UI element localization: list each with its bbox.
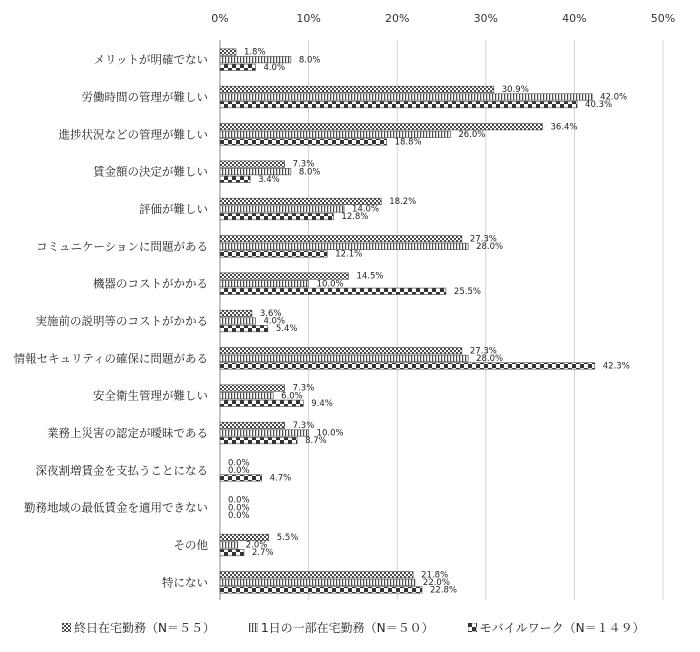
data-label: 3.6% — [259, 309, 282, 319]
data-label: 42.0% — [600, 92, 628, 103]
data-label: 10.0% — [316, 279, 344, 290]
data-label: 14.0% — [352, 204, 380, 215]
legend-swatch-diamond — [468, 623, 477, 632]
bar-checker — [220, 385, 285, 391]
data-label: 18.8% — [394, 137, 422, 148]
data-label: 26.0% — [458, 129, 486, 140]
category-label: メリットが明確でない — [93, 52, 208, 67]
data-label: 7.3% — [292, 159, 315, 170]
bar-vertical — [220, 168, 291, 174]
legend-label: モバイルワーク（N＝１４９） — [479, 621, 645, 635]
data-label: 5.4% — [275, 324, 298, 335]
data-label: 8.0% — [298, 55, 321, 66]
data-label: 25.5% — [453, 286, 481, 297]
bar-vertical — [220, 280, 309, 286]
bar-vertical — [220, 579, 415, 585]
data-label: 0.0% — [228, 495, 250, 506]
category-label: その他 — [173, 538, 208, 552]
bar-checker — [220, 348, 462, 354]
data-label: 7.3% — [292, 383, 315, 394]
bar-diamond — [220, 101, 577, 107]
data-label: 42.3% — [602, 361, 630, 372]
legend-label: 1日の一部在宅勤務（N＝５０） — [260, 621, 434, 635]
category-label: 実施前の説明等のコストがかかる — [35, 314, 208, 328]
bar-diamond — [220, 213, 333, 219]
category-label: 評価が難しい — [139, 202, 208, 216]
data-label: 0.0% — [228, 458, 250, 469]
bar-diamond — [220, 139, 387, 145]
bar-checker — [220, 572, 413, 578]
data-label: 8.0% — [298, 167, 321, 178]
data-label: 4.0% — [263, 316, 286, 327]
data-label: 8.7% — [305, 436, 327, 447]
legend-item-mobile — [468, 619, 645, 636]
data-label: 2.7% — [251, 548, 274, 559]
data-label: 14.5% — [356, 271, 384, 282]
bar-vertical — [220, 355, 468, 361]
legend-label: 終日在宅勤務（N＝５５） — [74, 621, 215, 635]
data-label: 4.7% — [269, 473, 292, 484]
data-label: 0.0% — [228, 503, 250, 514]
data-label: 9.4% — [311, 398, 333, 409]
data-label: 6.0% — [281, 391, 303, 402]
x-tick-labels — [211, 12, 675, 25]
category-label: 労働時間の管理が難しい — [81, 90, 208, 104]
bar-checker — [220, 49, 236, 55]
data-label: 2.0% — [245, 540, 268, 551]
category-label: 安全衛生管理が難しい — [93, 388, 208, 403]
category-label: 情報セキュリティの確保に問題がある — [13, 351, 208, 366]
bar-checker — [220, 86, 494, 92]
legend-item-full-day — [62, 619, 215, 636]
bar-diamond — [220, 437, 297, 443]
category-label: 賃金額の決定が難しい — [93, 164, 208, 179]
legend-swatch-vertical — [249, 623, 258, 632]
category-label: 機器のコストがかかる — [93, 276, 208, 291]
bar-checker — [220, 124, 543, 130]
data-label: 40.3% — [585, 100, 613, 111]
x-tick-label: 30% — [473, 12, 499, 25]
bar-vertical — [220, 542, 238, 548]
bar-checker — [220, 161, 285, 167]
data-label: 4.0% — [263, 62, 286, 73]
bar-diamond — [220, 363, 595, 369]
data-label: 0.0% — [228, 510, 250, 521]
x-tick-label: 40% — [562, 12, 587, 25]
category-labels — [14, 53, 209, 590]
bar-vertical — [220, 318, 255, 324]
category-label: コミュニケーションに問題がある — [36, 239, 208, 254]
legend — [62, 619, 682, 636]
bar-vertical — [220, 206, 344, 212]
bar-diamond — [220, 64, 255, 70]
bar-diamond — [220, 176, 250, 182]
bar-diamond — [220, 549, 244, 555]
category-label: 深夜割増賃金を支払うことになる — [35, 463, 208, 478]
data-label: 28.0% — [476, 353, 504, 364]
data-label: 28.0% — [476, 241, 504, 252]
data-label: 21.8% — [421, 570, 449, 581]
x-tick-label: 20% — [384, 12, 410, 25]
bar-checker — [220, 310, 252, 316]
data-label: 18.2% — [389, 197, 417, 207]
data-label: 30.9% — [501, 85, 529, 95]
data-label: 22.8% — [430, 585, 458, 596]
category-label: 勤務地域の最低賃金を適用できない — [24, 500, 208, 515]
x-tick-label: 0% — [211, 12, 229, 25]
data-label: 1.8% — [243, 47, 266, 58]
data-label: 36.4% — [550, 122, 578, 133]
data-label: 0.0% — [228, 465, 250, 476]
bar-vertical — [220, 94, 592, 100]
data-label: 7.3% — [292, 421, 315, 431]
data-label: 22.0% — [422, 577, 450, 588]
category-label: 進捗状況などの管理が難しい — [58, 127, 208, 142]
legend-swatch-checker — [62, 623, 71, 632]
data-label: 27.3% — [469, 346, 497, 357]
bar-checker — [220, 422, 285, 428]
bar-diamond — [220, 325, 268, 331]
category-label: 業務上災害の認定が曖昧である — [47, 426, 208, 440]
bar-diamond — [220, 587, 422, 593]
x-tick-label: 50% — [650, 12, 676, 25]
data-label: 10.0% — [316, 428, 344, 439]
bar-vertical — [220, 392, 273, 398]
data-label: 27.3% — [469, 234, 497, 245]
bar-diamond — [220, 251, 327, 257]
data-label: 12.8% — [341, 212, 369, 223]
data-label: 3.4% — [258, 174, 280, 185]
bar-checker — [220, 236, 462, 242]
x-tick-label: 10% — [296, 12, 321, 25]
data-label: 5.5% — [276, 533, 299, 543]
data-label: 12.1% — [335, 249, 363, 260]
category-label: 特にない — [162, 575, 208, 590]
legend-item-partial-day — [249, 619, 434, 636]
